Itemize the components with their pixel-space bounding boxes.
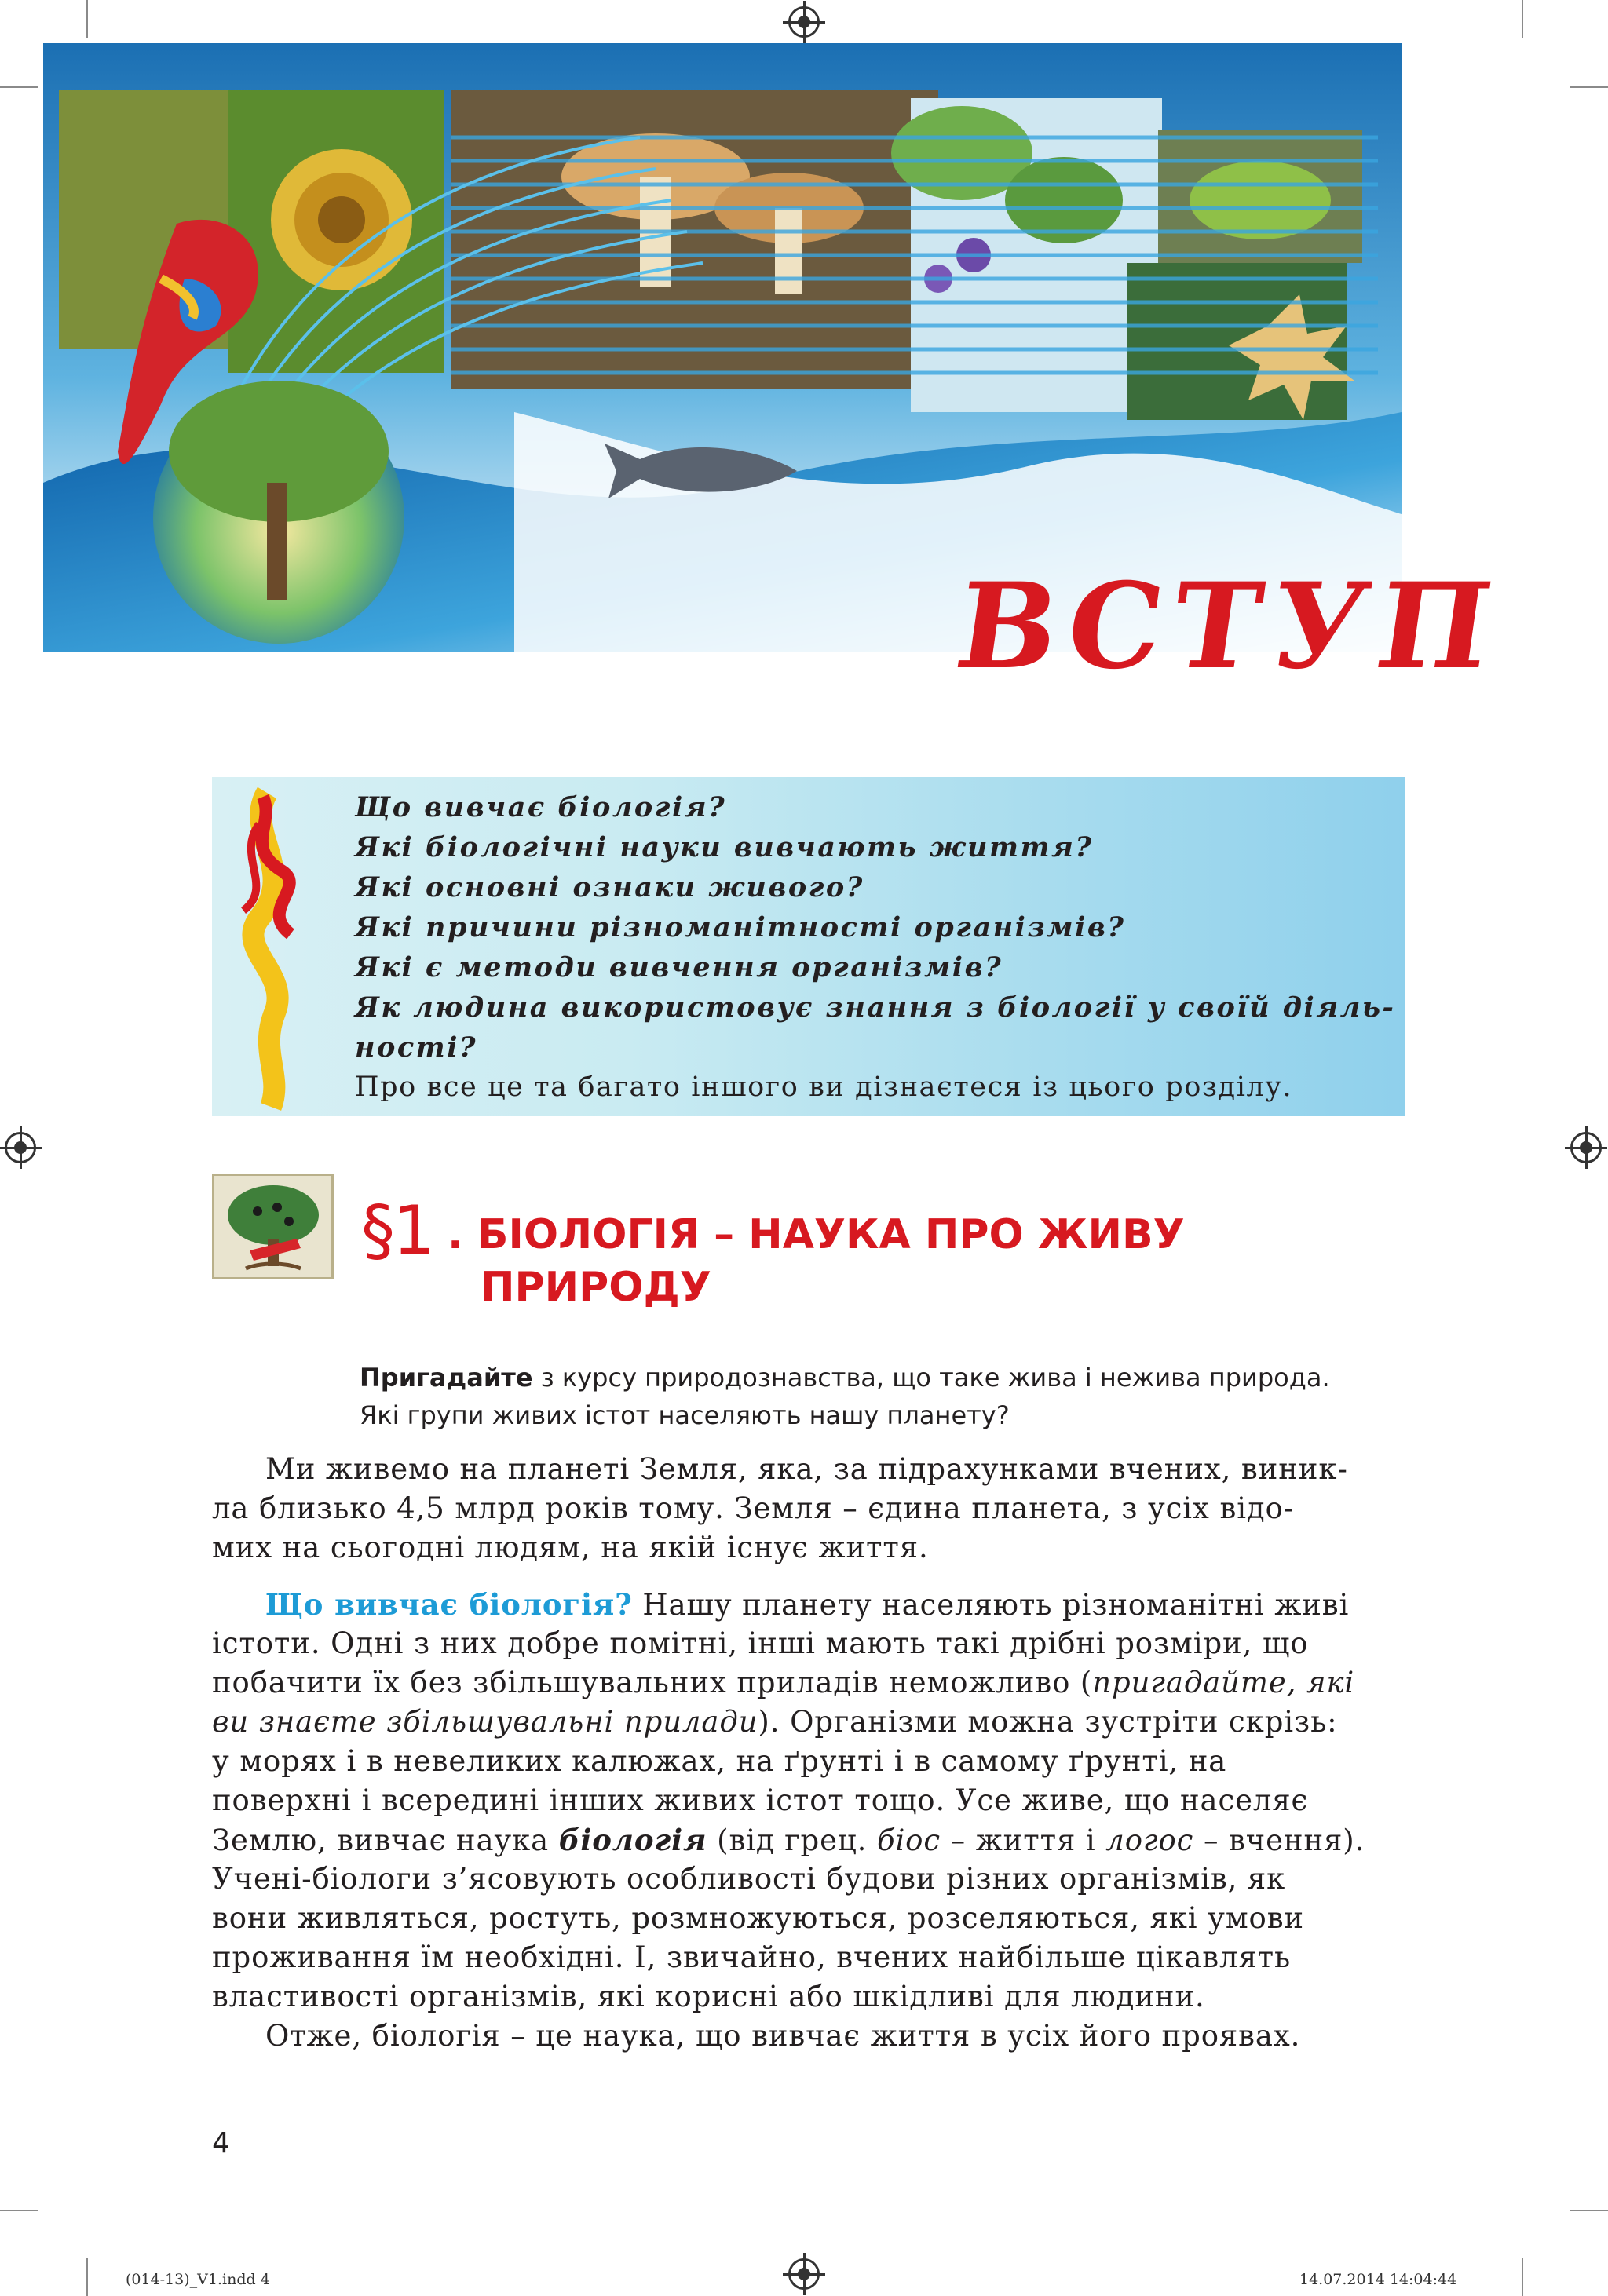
crop-mark (0, 86, 38, 88)
crop-mark (86, 0, 88, 38)
decorative-flourish-icon (228, 777, 322, 1116)
page-number: 4 (212, 2127, 230, 2159)
body-text-italic: ви знаєте збільшувальні прилади (212, 1705, 758, 1739)
question-item: Як людина використовує знання з біології у своїй діяль- (355, 991, 1396, 1024)
body-text-span: Нашу планету населяють різноманітні живі (632, 1588, 1350, 1622)
section-number: §1 (361, 1192, 433, 1270)
chapter-title: ВСТУП (948, 557, 1511, 695)
recall-prompt-line2: Які групи живих істот населяють нашу планету? (360, 1400, 1010, 1430)
crop-mark (1570, 86, 1608, 88)
term-biology: біологія (558, 1823, 707, 1857)
subheading-what-biology-studies: Що вивчає біологія? (265, 1587, 633, 1622)
body-text-line: властивості організмів, які корисні або шкідливі для людини. (212, 1980, 1205, 2013)
section-title: . БІОЛОГІЯ – НАУКА ПРО ЖИВУ (448, 1211, 1185, 1258)
recall-text: з курсу природознавства, що таке жива і нежива природа. (532, 1363, 1330, 1393)
body-text-line: істоти. Одні з них добре помітні, інші мають такі дрібні розміри, що (212, 1626, 1309, 1660)
crop-mark (86, 2258, 88, 2296)
body-text-line: вони живляться, ростуть, розмножуються, розселяються, які умови (212, 1901, 1304, 1935)
chapter-questions-box (212, 777, 1405, 1116)
section-title-continued: ПРИРОДУ (481, 1264, 711, 1311)
recall-prompt (360, 1363, 1330, 1393)
registration-mark-icon (788, 6, 820, 38)
body-text-line (265, 1587, 1349, 1622)
body-text-line (212, 1666, 1354, 1699)
body-text-span: побачити їх без збільшувальних приладів неможливо ( (212, 1666, 1093, 1699)
question-item: Які є методи вивчення організмів? (355, 951, 1003, 984)
print-slug-filename: (014-13)_V1.indd 4 (126, 2271, 270, 2288)
question-item: Які причини різноманітності організмів? (355, 911, 1126, 944)
body-text-line: ла близько 4,5 млрд років тому. Земля – єдина планета, з усіх відо- (212, 1491, 1295, 1525)
question-item: Що вивчає біологія? (355, 791, 727, 823)
registration-mark-icon (788, 2258, 820, 2290)
body-text-line (212, 1823, 1365, 1857)
recall-label: Пригадайте (360, 1363, 533, 1393)
body-text-line: мих на сьогодні людям, на якій існує життя. (212, 1531, 929, 1564)
body-text-span: – життя і (940, 1823, 1106, 1857)
body-text-line: проживання їм необхідні. І, звичайно, вчених найбільше цікавлять (212, 1940, 1292, 1974)
questions-summary: Про все це та багато іншого ви дізнаєтеся із цього розділу. (355, 1071, 1293, 1103)
body-text-line (212, 1705, 1338, 1739)
section-tree-icon (212, 1174, 334, 1279)
question-item: Які біологічні науки вивчають життя? (355, 831, 1094, 863)
print-slug-timestamp: 14.07.2014 14:04:44 (1299, 2271, 1457, 2288)
crop-mark (0, 2210, 38, 2211)
registration-mark-icon (1570, 1132, 1602, 1163)
body-text-line: Ми живемо на планеті Земля, яка, за підрахунками вчених, виник- (265, 1452, 1348, 1486)
body-text-span: (від грец. (707, 1823, 877, 1857)
term-logos: логос (1106, 1823, 1194, 1857)
body-text-italic: пригадайте, які (1092, 1666, 1355, 1699)
body-text-span: – вчення). (1193, 1823, 1365, 1857)
body-text-line: поверхні і всередині інших живих істот тощо. Усе живе, що населяє (212, 1783, 1309, 1817)
body-text-line: Учені-біологи з’ясовують особливості будови різних організмів, як (212, 1862, 1286, 1896)
chapter-hero-illustration (43, 43, 1511, 695)
body-text-span: ). Організми можна зустріти скрізь: (758, 1705, 1338, 1739)
crop-mark (1522, 0, 1523, 38)
question-item: Які основні ознаки живого? (355, 871, 864, 903)
registration-mark-icon (5, 1132, 36, 1163)
crop-mark (1522, 2258, 1523, 2296)
term-bios: біос (876, 1823, 941, 1857)
question-item: ності? (355, 1031, 478, 1064)
body-text-line: Отже, біологія – це наука, що вивчає життя в усіх його проявах. (265, 2019, 1301, 2053)
body-text-line: у морях і в невеликих калюжах, на ґрунті і в самому ґрунті, на (212, 1744, 1227, 1778)
body-text-span: Землю, вивчає наука (212, 1823, 559, 1857)
crop-mark (1570, 2210, 1608, 2211)
